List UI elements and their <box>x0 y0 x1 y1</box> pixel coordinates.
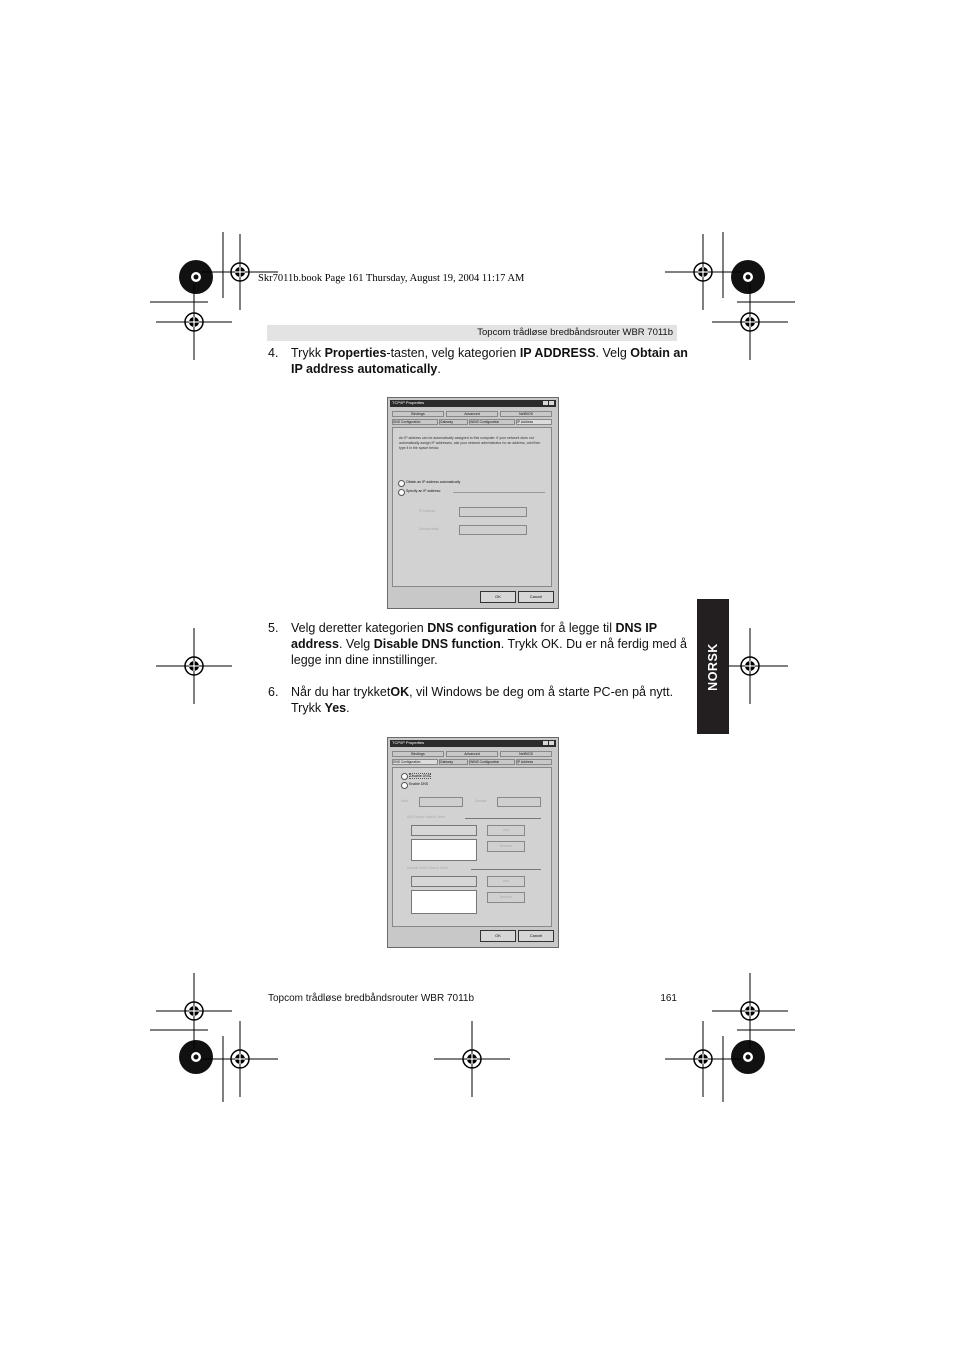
suffix-list[interactable] <box>411 890 477 914</box>
step-text-run: Disable DNS function <box>373 637 501 651</box>
ok-button[interactable]: OK <box>480 930 516 942</box>
dns-server-field[interactable] <box>411 825 477 836</box>
step-text <box>291 620 688 668</box>
close-icon[interactable] <box>543 741 548 745</box>
group-line <box>453 492 545 493</box>
step-text-run: Trykk <box>291 346 325 360</box>
step-text-run: Velg deretter kategorien <box>291 621 428 635</box>
step-text <box>291 345 688 377</box>
footer-title: Topcom trådløse bredbåndsrouter WBR 7011b <box>268 993 475 1004</box>
tab-gateway[interactable]: Gateway <box>439 419 468 425</box>
tab-row-bottom <box>392 759 552 765</box>
step-text-run: . <box>346 701 350 715</box>
label-dns-search-order: DNS Server Search Order <box>407 815 446 819</box>
step-text-run: Properties <box>324 346 387 360</box>
step-text-run: DNS configuration <box>427 621 537 635</box>
running-header-bar <box>267 325 677 341</box>
step-text-run: DNS IP address <box>291 621 657 651</box>
label-suffix-search-order: Domain Suffix Search Order <box>407 866 449 870</box>
step-text-run: IP ADDRESS <box>519 346 596 360</box>
tab-row-top <box>392 751 552 757</box>
remove-dns-button[interactable]: Remove <box>487 841 525 852</box>
language-tab <box>697 599 729 734</box>
subnet-mask-field[interactable] <box>459 525 527 535</box>
step-text-run: , vil Windows be deg om å starte PC-en på nytt. Trykk <box>291 685 674 715</box>
dns-server-list[interactable] <box>411 839 477 861</box>
ip-address-field[interactable] <box>459 507 527 517</box>
label-specify-ip: Specify an IP address: <box>406 489 441 493</box>
step-text-run: . Trykk OK. Du er nå ferdig med å legge inn dine innstillinger. <box>291 637 687 667</box>
tab-wins-configuration[interactable]: WINS Configuration <box>469 759 515 765</box>
step-text-run: OK <box>390 685 410 699</box>
step-number: 4. <box>268 346 279 360</box>
label-domain: Domain: <box>475 799 488 803</box>
step-number: 6. <box>268 685 279 699</box>
add-dns-button[interactable]: Add <box>487 825 525 836</box>
tab-bindings[interactable]: Bindings <box>392 751 444 757</box>
remove-suffix-button[interactable]: Remove <box>487 892 525 903</box>
tab-bindings[interactable]: Bindings <box>392 411 444 417</box>
tab-wins-configuration[interactable]: WINS Configuration <box>469 419 515 425</box>
group-line <box>471 869 541 870</box>
step-text-run: . Velg <box>338 637 374 651</box>
label-enable-dns: Enable DNS <box>409 782 429 786</box>
tab-dns-configuration[interactable]: DNS Configuration <box>392 419 438 425</box>
step-text-run: Obtain an IP address automatically <box>291 346 688 376</box>
step-text-run: -tasten, velg kategorien <box>386 346 520 360</box>
step-text-run: . Velg <box>595 346 631 360</box>
tab-advanced[interactable]: Advanced <box>446 751 498 757</box>
running-header-text: Topcom trådløse bredbåndsrouter WBR 7011b <box>477 327 673 338</box>
step-text-run: Yes <box>324 701 347 715</box>
step-text-run: Når du har trykket <box>291 685 391 699</box>
tab-netbios[interactable]: NetBIOS <box>500 411 552 417</box>
screenshot-dns-configuration <box>387 737 559 948</box>
screenshot-ip-address <box>387 397 559 609</box>
tab-row-bottom <box>392 419 552 425</box>
tab-panel <box>392 427 552 587</box>
tab-gateway[interactable]: Gateway <box>439 759 468 765</box>
page-number: 161 <box>660 993 677 1004</box>
tab-ip-address[interactable]: IP Address <box>516 419 552 425</box>
tab-dns-configuration[interactable]: DNS Configuration <box>392 759 438 765</box>
dialog-title: TCP/IP Properties <box>392 400 425 405</box>
suffix-field[interactable] <box>411 876 477 887</box>
radio-disable-dns[interactable] <box>401 773 408 780</box>
group-line <box>465 818 541 819</box>
step-5 <box>268 620 688 668</box>
language-tab-label: NORSK <box>706 642 720 691</box>
label-ip-address: IP Address: <box>419 509 436 513</box>
tab-advanced[interactable]: Advanced <box>446 411 498 417</box>
add-suffix-button[interactable]: Add <box>487 876 525 887</box>
dialog-title: TCP/IP Properties <box>392 740 425 745</box>
radio-specify-ip[interactable] <box>398 489 405 496</box>
tab-netbios[interactable]: NetBIOS <box>500 751 552 757</box>
cancel-button[interactable]: Cancel <box>518 930 554 942</box>
radio-obtain-auto[interactable] <box>398 480 405 487</box>
cancel-button[interactable]: Cancel <box>518 591 554 603</box>
host-field[interactable] <box>419 797 463 807</box>
step-text-run: . <box>437 362 441 376</box>
step-number: 5. <box>268 621 279 635</box>
label-subnet-mask: Subnet Mask: <box>419 527 440 531</box>
label-disable-dns: Disable DNS <box>410 774 431 778</box>
step-4 <box>268 345 688 377</box>
step-6 <box>268 684 688 716</box>
help-icon[interactable] <box>549 401 554 405</box>
tab-row-top <box>392 411 552 417</box>
ok-button[interactable]: OK <box>480 591 516 603</box>
print-header: Skr7011b.book Page 161 Thursday, August 19, 2004 11:17 AM <box>258 273 525 284</box>
tab-panel <box>392 767 552 927</box>
close-icon[interactable] <box>543 401 548 405</box>
help-icon[interactable] <box>549 741 554 745</box>
label-host: Host: <box>401 799 409 803</box>
tab-ip-address[interactable]: IP Address <box>516 759 552 765</box>
radio-enable-dns[interactable] <box>401 782 408 789</box>
label-obtain-auto: Obtain an IP address automatically <box>406 480 461 484</box>
step-text <box>291 684 688 716</box>
step-text-run: for å legge til <box>536 621 616 635</box>
domain-field[interactable] <box>497 797 541 807</box>
ip-description: An IP address can be automatically assigned to this computer. If your network does not automatically assign IP addresses, ask your network administrator for an address, and then type it in the space below. <box>399 436 541 450</box>
